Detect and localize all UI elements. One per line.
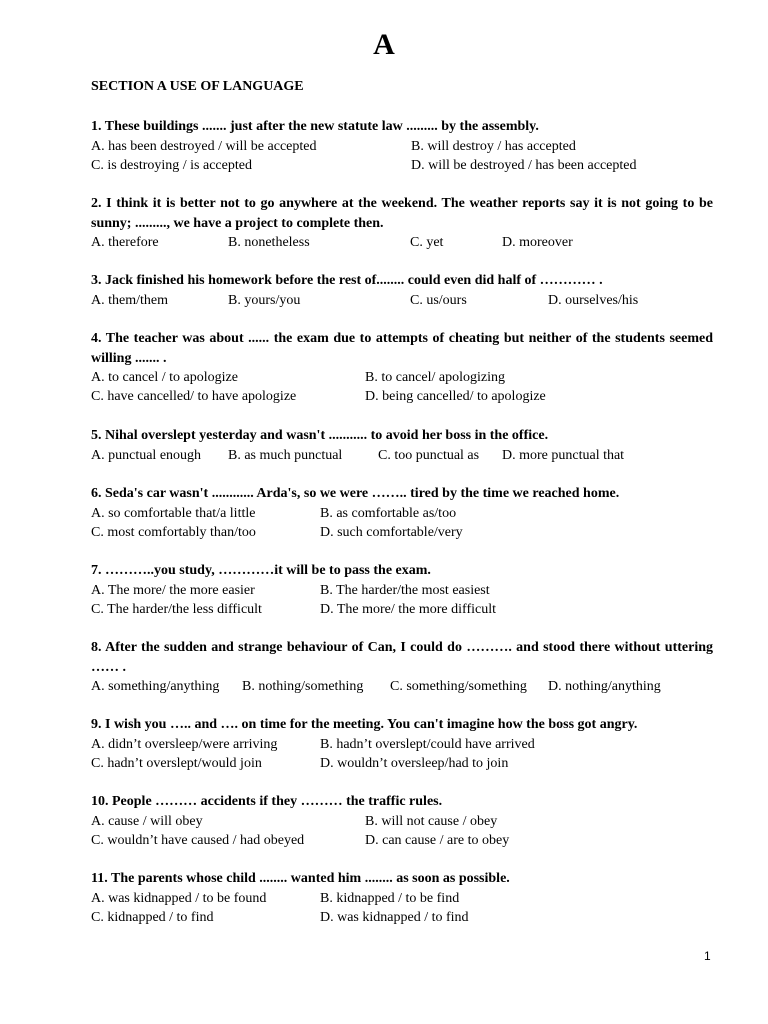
option-d: D. wouldn’t oversleep/had to join xyxy=(320,755,509,771)
option-c: C. wouldn’t have caused / had obeyed xyxy=(91,832,305,848)
option-d: D. moreover xyxy=(502,235,573,250)
question-stem: 7. ………..you study, …………it will be to pass the exam. xyxy=(91,563,431,578)
question-stem: 4. The teacher was about ...... the exam due to attempts of cheating but neither of the students seemed willing ....... . xyxy=(91,331,713,366)
page-letter: A xyxy=(373,28,395,61)
option-c: C. us/ours xyxy=(410,292,467,308)
option-a: A. punctual enough xyxy=(91,447,202,463)
question-11 xyxy=(91,869,713,927)
option-b: B. to cancel/ apologizing xyxy=(365,370,505,385)
question-stem: 9. I wish you ….. and …. on time for the meeting. You can't imagine how the boss got angry. xyxy=(91,717,638,732)
question-stem: 8. After the sudden and strange behaviour of Can, I could do ………. and stood there without uttering …… . xyxy=(91,640,713,675)
question-4 xyxy=(91,329,713,406)
question-stem: 3. Jack finished his homework before the rest of........ could even did half of ………… . xyxy=(91,273,603,288)
option-b: B. nothing/something xyxy=(242,679,364,694)
option-c: C. something/something xyxy=(390,679,527,694)
option-b: B. yours/you xyxy=(228,292,301,308)
option-d: D. such comfortable/very xyxy=(320,524,463,540)
option-a: A. something/anything xyxy=(91,679,220,694)
option-b: B. nonetheless xyxy=(228,235,310,250)
option-c: C. hadn’t overslept/would join xyxy=(91,755,262,771)
option-d: D. being cancelled/ to apologize xyxy=(365,389,546,404)
option-c: C. too punctual as xyxy=(378,447,480,463)
question-stem: 5. Nihal overslept yesterday and wasn't ........... to avoid her boss in the office. xyxy=(91,428,549,443)
option-a: A. The more/ the more easier xyxy=(91,582,255,598)
option-d: D. will be destroyed / has been accepted xyxy=(411,157,637,173)
question-stem: 1. These buildings ....... just after the new statute law ......... by the assembly. xyxy=(91,119,539,134)
option-d: D. nothing/anything xyxy=(548,679,661,694)
option-a: A. them/them xyxy=(91,292,168,308)
option-a: A. to cancel / to apologize xyxy=(91,370,238,385)
option-a: A. therefore xyxy=(91,235,159,250)
option-b: B. will not cause / obey xyxy=(365,813,498,829)
option-d: D. can cause / are to obey xyxy=(365,832,510,848)
option-b: B. as comfortable as/too xyxy=(320,505,457,521)
question-stem: 11. The parents whose child ........ wanted him ........ as soon as possible. xyxy=(91,871,510,886)
question-stem: 2. I think it is better not to go anywhere at the weekend. The weather reports say it is not going to be sunny; ........., we have a project to complete then. xyxy=(91,196,713,231)
option-b: B. kidnapped / to be find xyxy=(320,890,460,906)
question-5 xyxy=(91,426,713,465)
question-2 xyxy=(91,194,713,252)
question-8 xyxy=(91,638,713,696)
option-a: A. was kidnapped / to be found xyxy=(91,890,267,906)
question-stem: 10. People ……… accidents if they ……… the traffic rules. xyxy=(91,794,443,809)
option-b: B. will destroy / has accepted xyxy=(411,138,576,154)
option-d: D. ourselves/his xyxy=(548,292,639,308)
option-d: D. The more/ the more difficult xyxy=(320,601,496,617)
option-c: C. have cancelled/ to have apologize xyxy=(91,389,297,404)
option-a: A. has been destroyed / will be accepted xyxy=(91,138,317,154)
option-d: D. was kidnapped / to find xyxy=(320,909,469,925)
option-b: B. hadn’t overslept/could have arrived xyxy=(320,736,535,752)
option-a: A. cause / will obey xyxy=(91,813,203,829)
question-1 xyxy=(91,117,713,175)
option-b: B. as much punctual xyxy=(228,447,343,463)
option-c: C. kidnapped / to find xyxy=(91,909,214,925)
option-c: C. most comfortably than/too xyxy=(91,524,256,540)
question-9 xyxy=(91,715,713,773)
option-d: D. more punctual that xyxy=(502,447,625,463)
question-stem: 6. Seda's car wasn't ............ Arda's, so we were …….. tired by the time we reached home. xyxy=(91,486,620,501)
question-6 xyxy=(91,484,713,542)
question-7 xyxy=(91,561,713,619)
option-b: B. The harder/the most easiest xyxy=(320,582,490,598)
question-3 xyxy=(91,271,713,310)
option-c: C. yet xyxy=(410,235,444,250)
option-a: A. didn’t oversleep/were arriving xyxy=(91,736,278,752)
option-c: C. is destroying / is accepted xyxy=(91,157,252,173)
question-10 xyxy=(91,792,713,850)
option-c: C. The harder/the less difficult xyxy=(91,601,262,617)
option-a: A. so comfortable that/a little xyxy=(91,505,256,521)
page-number: 1 xyxy=(704,949,711,963)
section-title: SECTION A USE OF LANGUAGE xyxy=(91,79,304,94)
